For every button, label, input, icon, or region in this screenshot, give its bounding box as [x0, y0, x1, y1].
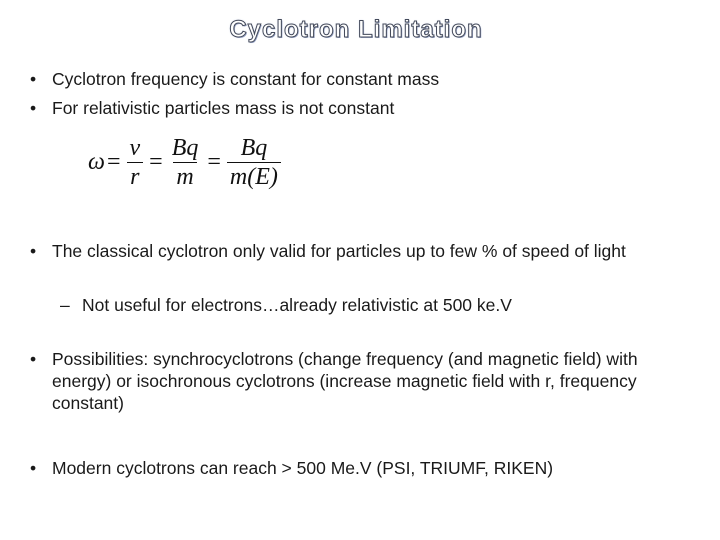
sub-bullet-item — [60, 294, 680, 316]
fraction-denominator: m — [173, 162, 196, 191]
bullet-marker: • — [30, 349, 37, 369]
formula-equals: = — [106, 149, 121, 175]
formula-equals: = — [207, 149, 221, 175]
bullet-text: Cyclotron frequency is constant for constant mass — [52, 69, 440, 89]
fraction-bq-over-me — [227, 134, 281, 191]
bullet-item — [30, 457, 690, 479]
sub-bullet-text: Not useful for electrons…already relativistic at 500 ke.V — [82, 295, 512, 315]
fraction-denominator: r — [127, 162, 142, 191]
bullet-marker: • — [30, 458, 37, 478]
fraction-numerator: Bq — [171, 135, 199, 161]
fraction-numerator: Bq — [240, 135, 268, 161]
bullet-marker: • — [30, 98, 37, 118]
fraction-v-over-r — [127, 134, 144, 191]
fraction-denominator: m(E) — [227, 162, 281, 191]
frequency-formula — [88, 134, 285, 191]
fraction-numerator: v — [129, 135, 141, 161]
fraction-bq-over-m — [169, 134, 202, 191]
bullet-text: Possibilities: synchrocyclotrons (change frequency (and magnetic field) with energy) or isochronous cyclotrons (increase magnetic field with r, frequency constant) — [52, 349, 638, 413]
formula-equals: = — [149, 149, 163, 175]
sub-bullet-marker: – — [60, 295, 70, 315]
bullet-marker: • — [30, 241, 37, 261]
bullet-item — [30, 97, 690, 119]
bullet-marker: • — [30, 69, 37, 89]
bullet-item — [30, 240, 680, 262]
slide-title: Cyclotron Limitation — [229, 16, 483, 43]
bullet-item — [30, 348, 690, 414]
bullet-text: The classical cyclotron only valid for particles up to few % of speed of light — [52, 241, 626, 261]
bullet-text: For relativistic particles mass is not constant — [52, 98, 395, 118]
formula-omega: ω — [88, 149, 105, 175]
bullet-text: Modern cyclotrons can reach > 500 Me.V (PSI, TRIUMF, RIKEN) — [52, 458, 554, 478]
bullet-item — [30, 68, 690, 90]
